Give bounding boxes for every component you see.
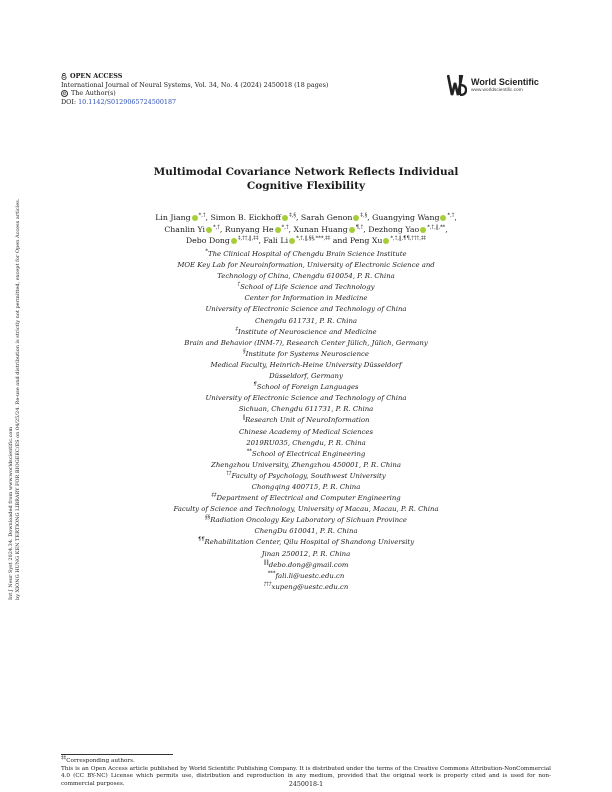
affiliation-mark: ‡‡ — [211, 492, 217, 499]
affiliation — [90, 560, 522, 571]
author-affiliation-mark: *,†,‖,** — [427, 223, 446, 230]
author-affiliation-mark: *,† — [281, 223, 289, 230]
author-affiliation-mark: *,† — [447, 212, 455, 219]
affiliation-line — [90, 371, 522, 382]
journal-header — [61, 72, 361, 106]
author-affiliation-mark: *,† — [212, 223, 220, 230]
affiliation — [90, 582, 522, 593]
affiliation-line — [90, 549, 522, 560]
affiliation-line — [90, 438, 522, 449]
doi-label: DOI: — [61, 97, 77, 106]
affiliation-line — [90, 260, 522, 271]
orcid-icon[interactable] — [275, 227, 281, 233]
affiliation-text: 2019RU035, Chengdu, P. R. China — [246, 438, 366, 447]
affiliation-line[interactable] — [90, 571, 522, 582]
affiliation-line — [90, 515, 522, 526]
affiliation — [90, 349, 522, 382]
download-watermark-line2: by XIONG HUNG KEN TERTIONG LIBRARY FOR BIOGEEC/ES on 04/25/24. Re-use and distribution is strictly not permitted, except for Open Access articles. — [14, 198, 21, 600]
affiliation — [90, 571, 522, 582]
author-name: , Sarah Genon — [295, 213, 353, 222]
orcid-icon[interactable] — [289, 238, 295, 244]
copyright-text: The Author(s) — [71, 89, 116, 98]
affiliation-text: Zhengzhou University, Zhengzhou 450001, P. R. China — [211, 460, 401, 469]
affiliation-line — [90, 282, 522, 293]
affiliation-text: Brain and Behavior (INM-7), Research Center Jülich, Jülich, Germany — [184, 338, 428, 347]
affiliation-mark: *** — [267, 570, 276, 577]
publisher-logo — [447, 70, 559, 100]
author-name: , Fali Li — [258, 236, 289, 245]
affiliation-line — [90, 471, 522, 482]
affiliation-text: Chongqing 400715, P. R. China — [251, 482, 361, 491]
affiliation-line — [90, 427, 522, 438]
author-line — [110, 212, 502, 224]
affiliation-text: The Clinical Hospital of Chengdu Brain Science Institute — [208, 250, 407, 258]
author-name: , Dezhong Yao — [363, 224, 420, 234]
affiliation — [90, 415, 522, 448]
affiliation-text: University of Electronic Science and Technology of China — [205, 305, 407, 314]
affiliation-text: Faculty of Psychology, Southwest University — [231, 471, 386, 480]
copyright-icon: © — [62, 91, 67, 97]
author-affiliation-mark: *,†,‖,§§,***,‡‡ — [296, 235, 331, 242]
orcid-icon[interactable] — [192, 215, 198, 221]
affiliation-line — [90, 316, 522, 327]
affiliation-line — [90, 526, 522, 537]
author-affiliation-mark: *,†,‖,¶¶,†††,‡‡ — [390, 235, 427, 242]
author-email[interactable]: fali.li@uestc.edu.cn — [275, 571, 345, 580]
affiliation-text: Faculty of Science and Technology, University of Macau, Macau, P. R. China — [173, 505, 439, 514]
affiliation-text: Department of Electrical and Computer Engineering — [216, 494, 401, 503]
orcid-icon[interactable] — [206, 227, 212, 233]
affiliation-mark: ¶ — [253, 381, 257, 388]
copyright-row — [61, 89, 361, 98]
author-name: , Guangying Wang — [367, 213, 440, 222]
affiliation-line — [90, 327, 522, 338]
affiliation-line — [90, 249, 522, 260]
affiliation-text: School of Electrical Engineering — [251, 449, 366, 458]
affiliation-mark: § — [243, 348, 246, 355]
author-list — [110, 212, 502, 247]
corresponding-mark: ‡‡ — [61, 755, 67, 762]
article-title-line1: Multimodal Covariance Network Reflects Individual — [153, 166, 459, 178]
affiliation-line[interactable] — [90, 560, 522, 571]
affiliation-mark: * — [205, 248, 208, 255]
affiliation-text: Center for Information in Medicine — [244, 294, 368, 303]
affiliation-text: Technology of China, Chengdu 610054, P. R. China — [217, 272, 395, 281]
author-email[interactable]: xupeng@uestc.edu.cn — [271, 582, 349, 591]
affiliation-line — [90, 382, 522, 393]
author-affiliation-mark: ‡,§ — [289, 212, 296, 219]
affiliation-mark: † — [237, 281, 241, 288]
affiliation-mark: ¶¶ — [197, 537, 205, 544]
affiliation-mark: ††† — [263, 581, 272, 588]
affiliation-text: Sichuan, Chengdu 611731, P. R. China — [238, 405, 374, 414]
affiliation-line — [90, 349, 522, 360]
open-access-label: OPEN ACCESS — [70, 72, 123, 80]
affiliation-line — [90, 415, 522, 426]
page-number: 2450018-1 — [288, 781, 324, 788]
doi-link[interactable]: 10.1142/S0129065724500187 — [78, 97, 177, 106]
affiliation-line — [90, 537, 522, 548]
affiliation — [90, 249, 522, 282]
affiliation-text: School of Life Science and Technology — [240, 283, 375, 292]
author-separator: , — [454, 213, 457, 222]
affiliation — [90, 471, 522, 493]
affiliation — [90, 493, 522, 515]
open-access-lock-icon — [61, 73, 67, 80]
affiliation — [90, 282, 522, 326]
affiliation-line — [90, 404, 522, 415]
affiliation-line — [90, 393, 522, 404]
orcid-icon[interactable] — [440, 215, 446, 221]
affiliation-text: University of Electronic Science and Technology of China — [205, 394, 407, 403]
affiliation-line — [90, 493, 522, 504]
affiliation-text: Chengdu 611731, P. R. China — [254, 316, 357, 325]
download-watermark-line1: Int J Neur Syst 2024.34. Downloaded from www.worldscientific.com — [8, 426, 14, 600]
orcid-icon[interactable] — [282, 215, 288, 221]
affiliation-text: Research Unit of NeuroInformation — [245, 416, 370, 425]
journal-citation: International Journal of Neural Systems, Vol. 34, No. 4 (2024) 2450018 (18 pages) — [61, 80, 329, 89]
affiliation-mark: †† — [226, 470, 232, 477]
affiliation-text: Medical Faculty, Heinrich-Heine University Düsseldorf — [210, 360, 402, 369]
corresponding-note — [61, 755, 551, 766]
article-title — [100, 165, 512, 193]
author-name: , Xunan Huang — [288, 224, 348, 234]
affiliation-line — [90, 460, 522, 471]
orcid-icon[interactable] — [353, 215, 359, 221]
author-affiliation-mark: *,† — [198, 212, 206, 219]
author-name: Chanlin Yi — [164, 224, 205, 234]
affiliation-line — [90, 482, 522, 493]
author-name: and Peng Xu — [330, 236, 383, 245]
download-watermark — [8, 130, 21, 600]
article-title-line2: Cognitive Flexibility — [246, 180, 366, 192]
affiliation-mark: ‖‖ — [263, 559, 269, 566]
author-email[interactable]: debo.dong@gmail.com — [268, 560, 349, 569]
orcid-icon[interactable] — [383, 238, 389, 244]
affiliation-text: MOE Key Lab for Neuroinformation, University of Electronic Science and — [177, 261, 435, 270]
affiliation-text: Chinese Academy of Medical Sciences — [238, 427, 374, 436]
affiliation-text: Jinan 250012, P. R. China — [261, 549, 351, 558]
orcid-icon[interactable] — [349, 227, 355, 233]
publisher-name: World Scientific — [471, 77, 539, 87]
author-affiliation-mark: ‡,††,‖,‡‡ — [237, 235, 259, 242]
publisher-url: www.worldscientific.com — [471, 88, 523, 93]
orcid-icon[interactable] — [231, 238, 237, 244]
author-line — [110, 235, 502, 247]
license-note: This is an Open Access article published by World Scientific Publishing Company. It is distributed under the terms of the Creative Commons Attribution-NonCommercial 4.0 (CC BY-NC) License which permits use, distribution and reproduction in any medium, provided that the original work is properly cited and is used for non-commercial purposes. — [61, 765, 551, 787]
affiliation-line — [90, 304, 522, 315]
author-name: , Runyang He — [219, 224, 274, 234]
affiliation-line — [90, 360, 522, 371]
affiliation-mark: ** — [246, 448, 252, 455]
affiliation-text: Radiation Oncology Key Laboratory of Sichuan Province — [210, 516, 407, 525]
orcid-icon[interactable] — [420, 227, 426, 233]
affiliation-text: School of Foreign Languages — [256, 383, 359, 392]
affiliation — [90, 515, 522, 537]
affiliation-text: Institute for Systems Neuroscience — [245, 349, 369, 358]
affiliation-line — [90, 293, 522, 304]
affiliation-mark: §§ — [205, 514, 211, 521]
affiliation — [90, 382, 522, 415]
affiliation-mark: ‡ — [235, 326, 239, 333]
affiliation-text: ChengDu 610041, P. R. China — [254, 527, 358, 536]
affiliation-text: Düsseldorf, Germany — [269, 372, 343, 381]
author-name: , Simon B. Eickhoff — [205, 213, 282, 222]
author-line — [110, 224, 502, 236]
affiliation-line[interactable] — [90, 582, 522, 593]
affiliation — [90, 449, 522, 471]
affiliation-mark: ‖ — [242, 415, 246, 422]
affiliation-text: Institute of Neuroscience and Medicine — [238, 327, 377, 336]
affiliation-line — [90, 449, 522, 460]
footnote-divider — [61, 754, 173, 755]
author-name: Lin Jiang — [155, 213, 191, 222]
affiliation-list — [90, 249, 522, 593]
author-affiliation-mark: ‡,§ — [360, 212, 368, 219]
affiliation — [90, 537, 522, 559]
doi-row — [61, 98, 361, 107]
corresponding-text: Corresponding authors. — [66, 758, 135, 764]
affiliation-text: Rehabilitation Center, Qilu Hospital of Shandong University — [204, 538, 415, 547]
affiliation-line — [90, 338, 522, 349]
world-scientific-logo-icon — [447, 73, 467, 97]
author-name: Debo Dong — [185, 236, 230, 245]
author-affiliation-mark: ¶,† — [355, 223, 364, 230]
affiliation — [90, 327, 522, 349]
affiliation-line — [90, 504, 522, 515]
author-separator: , — [445, 224, 448, 234]
open-access-row — [61, 72, 361, 81]
affiliation-line — [90, 271, 522, 282]
